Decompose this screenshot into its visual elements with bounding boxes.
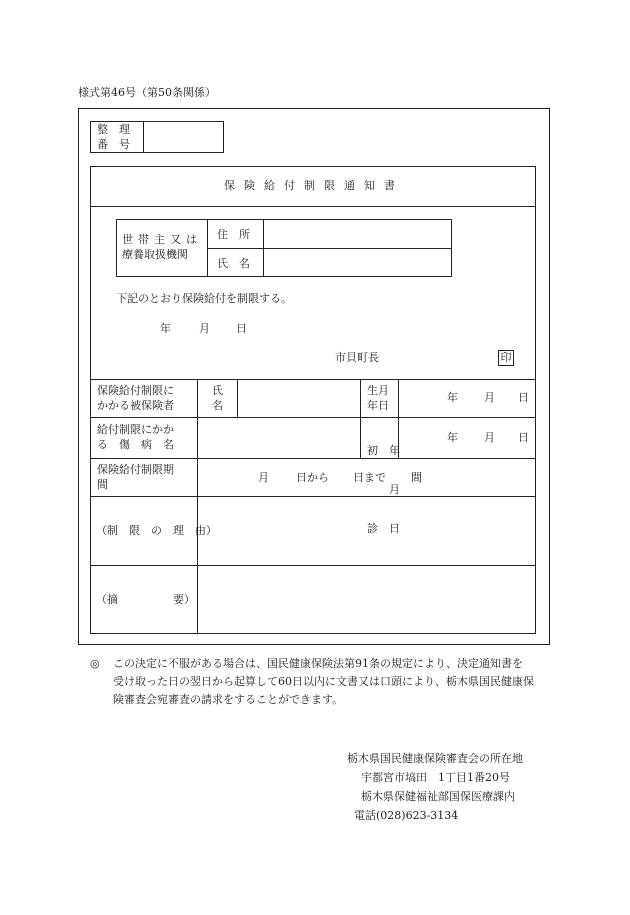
name-label: 氏 名: [217, 257, 250, 270]
remarks-field[interactable]: [202, 571, 530, 629]
period-from: 日から: [296, 471, 329, 484]
date-day: 日: [236, 322, 247, 335]
notice-text: 下記のとおり保険給付を制限する。: [116, 292, 292, 305]
dob-year: 年: [447, 391, 458, 404]
name-field[interactable]: [268, 255, 446, 271]
reason-label: （制 限 の 理 由）: [96, 524, 217, 537]
illness-label-line1: 給付制限にかか: [97, 423, 174, 436]
first-visit-day: 日: [518, 431, 529, 444]
seiri-label: 整 理: [97, 123, 130, 136]
dob-day: 日: [518, 391, 529, 404]
illness-label-line2: る 傷 病 名: [97, 438, 174, 451]
date-month: 月: [199, 322, 210, 335]
period-label-line1: 保険給付制限期: [97, 463, 174, 476]
address-block-line2: 宇都宮市塙田 1丁目1番20号: [361, 771, 510, 784]
address-field[interactable]: [268, 226, 446, 242]
remarks-label: （摘 要）: [96, 593, 195, 606]
insured-name-field[interactable]: [242, 386, 354, 410]
illness-field[interactable]: [202, 424, 354, 452]
period-to: 日まで: [353, 471, 386, 484]
seiri-bangou-field[interactable]: [150, 130, 216, 144]
footnote-line2: 受け取った日の翌日から起算して60日以内に文書又は口頭により、栃木県国民健康保: [113, 675, 534, 688]
insured-name-label-2: 名: [212, 399, 223, 412]
form-number: 様式第46号（第50条関係）: [78, 86, 216, 99]
first-visit-month: 月: [484, 431, 495, 444]
address-block-phone: 電話(028)623-3134: [354, 809, 459, 822]
first-visit-label-1: 初 年: [367, 444, 400, 457]
page-title: 保険給付制限通知書: [224, 179, 404, 192]
address-label: 住 所: [217, 228, 250, 241]
dob-label-2: 年日: [367, 399, 389, 412]
dob-label-1: 生月: [367, 384, 389, 397]
period-label-line2: 間: [97, 478, 108, 491]
footnote-line3: 険審査会宛審査の請求をすることができます。: [113, 693, 344, 706]
address-block-line1: 栃木県国民健康保険審査会の所在地: [347, 752, 523, 765]
address-block-line3: 栃木県保健福祉部国保医療課内: [361, 790, 515, 803]
period-month: 月: [258, 471, 269, 484]
first-visit-label-2: 月: [367, 483, 400, 496]
first-visit-label-3: 診 日: [367, 522, 400, 535]
first-visit-year: 年: [447, 431, 458, 444]
insured-label-line2: かかる被保険者: [97, 399, 174, 412]
reason-field[interactable]: [202, 502, 530, 560]
bangou-label: 番 号: [97, 138, 130, 151]
recipient-label-line2: 療養取扱機関: [122, 248, 188, 261]
dob-month: 月: [484, 391, 495, 404]
footnote-mark: ◎: [90, 657, 100, 670]
date-year: 年: [160, 322, 171, 335]
seal-mark: 印: [498, 350, 514, 366]
period-days: 間: [411, 471, 422, 484]
footnote-line1: この決定に不服がある場合は、国民健康保険法第91条の規定により、決定通知書を: [113, 657, 523, 670]
insured-label-line1: 保険給付制限に: [97, 384, 174, 397]
issuer-name: 市貝町長: [335, 351, 379, 364]
insured-name-label-1: 氏: [212, 384, 223, 397]
recipient-label-line1: 世帯主又は: [122, 233, 202, 246]
